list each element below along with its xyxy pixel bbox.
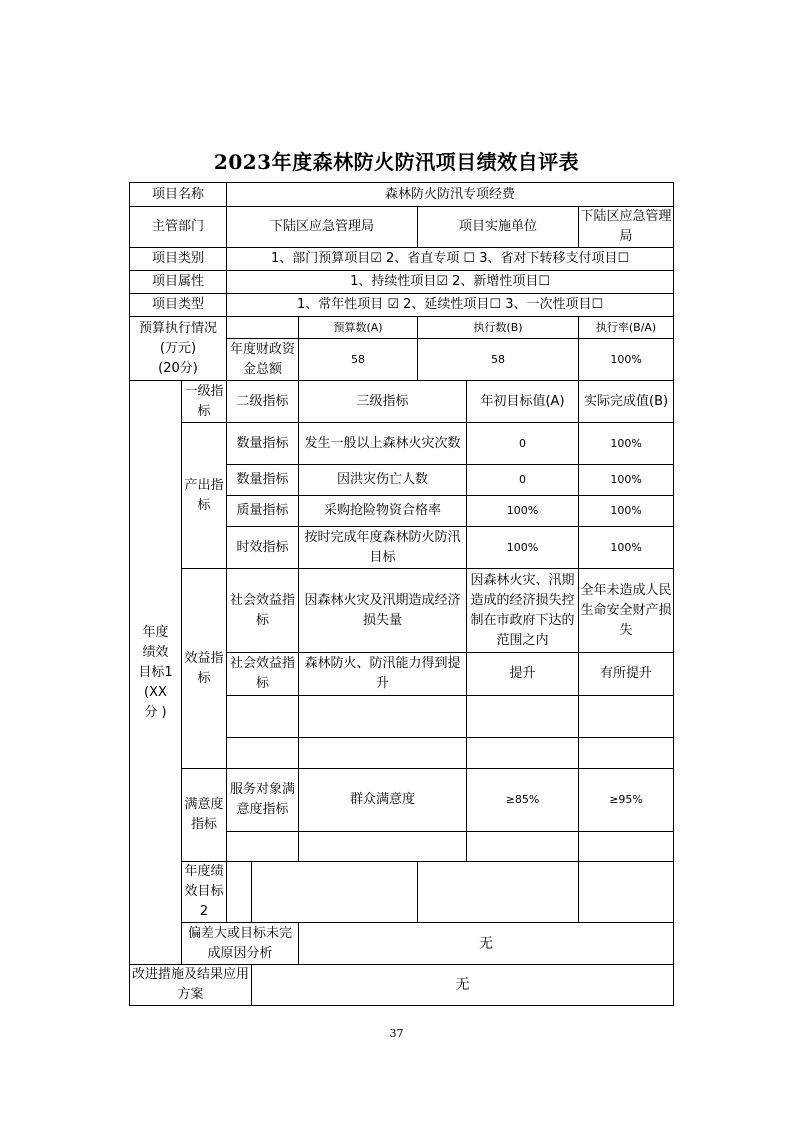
row-level2: 质量指标	[227, 496, 299, 527]
row-actual: 100%	[579, 423, 674, 465]
row-level3: 发生一般以上森林火灾次数	[299, 423, 467, 465]
row-target: 提升	[467, 653, 579, 696]
row-actual: ≥95%	[579, 769, 674, 832]
budget-col-a: 预算数(A)	[299, 317, 418, 339]
header-level2: 二级指标	[227, 381, 299, 423]
row-level3: 按时完成年度森林防火防汛目标	[299, 527, 467, 569]
empty-cell	[467, 832, 579, 862]
type-options: 1、常年性项目 ☑ 2、延续性项目☐ 3、一次性项目☐	[227, 294, 674, 317]
row-target: 0	[467, 423, 579, 465]
type-label: 项目类型	[130, 294, 227, 317]
empty-cell	[418, 862, 579, 923]
empty-cell	[299, 832, 467, 862]
row-level2: 社会效益指标	[227, 569, 299, 653]
dept-value: 下陆区应急管理局	[227, 207, 418, 248]
page-number: 37	[389, 1027, 404, 1040]
row-level2: 社会效益指标	[227, 653, 299, 696]
row-target: ≥85%	[467, 769, 579, 832]
row-actual: 有所提升	[579, 653, 674, 696]
improvement-value: 无	[252, 965, 674, 1006]
row-level3: 群众满意度	[299, 769, 467, 832]
row-target: 100%	[467, 496, 579, 527]
row-actual: 100%	[579, 496, 674, 527]
empty-cell	[467, 738, 579, 769]
row-level2: 数量指标	[227, 423, 299, 465]
empty-cell	[227, 696, 299, 738]
empty-cell	[299, 738, 467, 769]
exec-value: 58	[418, 339, 579, 381]
row-target: 100%	[467, 527, 579, 569]
row-actual: 100%	[579, 465, 674, 496]
budget-row-label: 年度财政资金总额	[227, 339, 299, 381]
deviation-value: 无	[299, 923, 674, 965]
header-level1: 一级指标	[182, 381, 227, 423]
row-target: 因森林火灾、汛期造成的经济损失控制在市政府下达的范围之内	[467, 569, 579, 653]
empty-cell	[227, 738, 299, 769]
rate-value: 100%	[579, 339, 674, 381]
row-level2: 数量指标	[227, 465, 299, 496]
attribute-options: 1、持续性项目☑ 2、新增性项目☐	[227, 271, 674, 294]
budget-value: 58	[299, 339, 418, 381]
impl-unit-label: 项目实施单位	[418, 207, 579, 248]
row-actual: 全年未造成人民生命安全财产损失	[579, 569, 674, 653]
header-level3: 三级指标	[299, 381, 467, 423]
row-actual: 100%	[579, 527, 674, 569]
category-options: 1、部门预算项目☑ 2、省直专项 ☐ 3、省对下转移支付项目☐	[227, 248, 674, 271]
row-level3: 因洪灾伤亡人数	[299, 465, 467, 496]
empty-cell	[579, 696, 674, 738]
budget-col-rate: 执行率(B/A)	[579, 317, 674, 339]
indicator-group2-label: 年度绩效目标2	[182, 862, 227, 923]
header-target: 年初目标值(A)	[467, 381, 579, 423]
header-actual: 实际完成值(B)	[579, 381, 674, 423]
empty-cell	[299, 696, 467, 738]
budget-label: 预算执行情况 (万元) (20分)	[130, 317, 227, 381]
budget-col-b: 执行数(B)	[418, 317, 579, 339]
empty-cell	[227, 862, 252, 923]
row-level2: 服务对象满意度指标	[227, 769, 299, 832]
category-label: 项目类别	[130, 248, 227, 271]
empty-cell	[579, 862, 674, 923]
empty-cell	[467, 696, 579, 738]
row-level3: 森林防火、防汛能力得到提升	[299, 653, 467, 696]
indicator-group-label: 年度 绩效 目标1 (XX 分 )	[130, 381, 182, 965]
project-name-value: 森林防火防汛专项经费	[227, 183, 674, 207]
project-name-label: 项目名称	[130, 183, 227, 207]
row-level2: 时效指标	[227, 527, 299, 569]
effect-indicator-label: 效益指标	[182, 569, 227, 769]
dept-label: 主管部门	[130, 207, 227, 248]
deviation-label: 偏差大或目标未完成原因分析	[182, 923, 299, 965]
page-title: 2023年度森林防火防汛项目绩效自评表	[213, 150, 580, 174]
attribute-label: 项目属性	[130, 271, 227, 294]
empty-cell	[579, 832, 674, 862]
budget-empty-header	[227, 317, 299, 339]
satisfaction-indicator-label: 满意度指标	[182, 769, 227, 862]
impl-unit-value: 下陆区应急管理局	[579, 207, 674, 248]
row-level3: 采购抢险物资合格率	[299, 496, 467, 527]
empty-cell	[252, 862, 418, 923]
row-target: 0	[467, 465, 579, 496]
empty-cell	[227, 832, 299, 862]
row-level3: 因森林火灾及汛期造成经济损失量	[299, 569, 467, 653]
empty-cell	[579, 738, 674, 769]
output-indicator-label: 产出指标	[182, 423, 227, 569]
performance-table	[129, 182, 674, 1006]
improvement-label: 改进措施及结果应用方案	[130, 965, 252, 1006]
